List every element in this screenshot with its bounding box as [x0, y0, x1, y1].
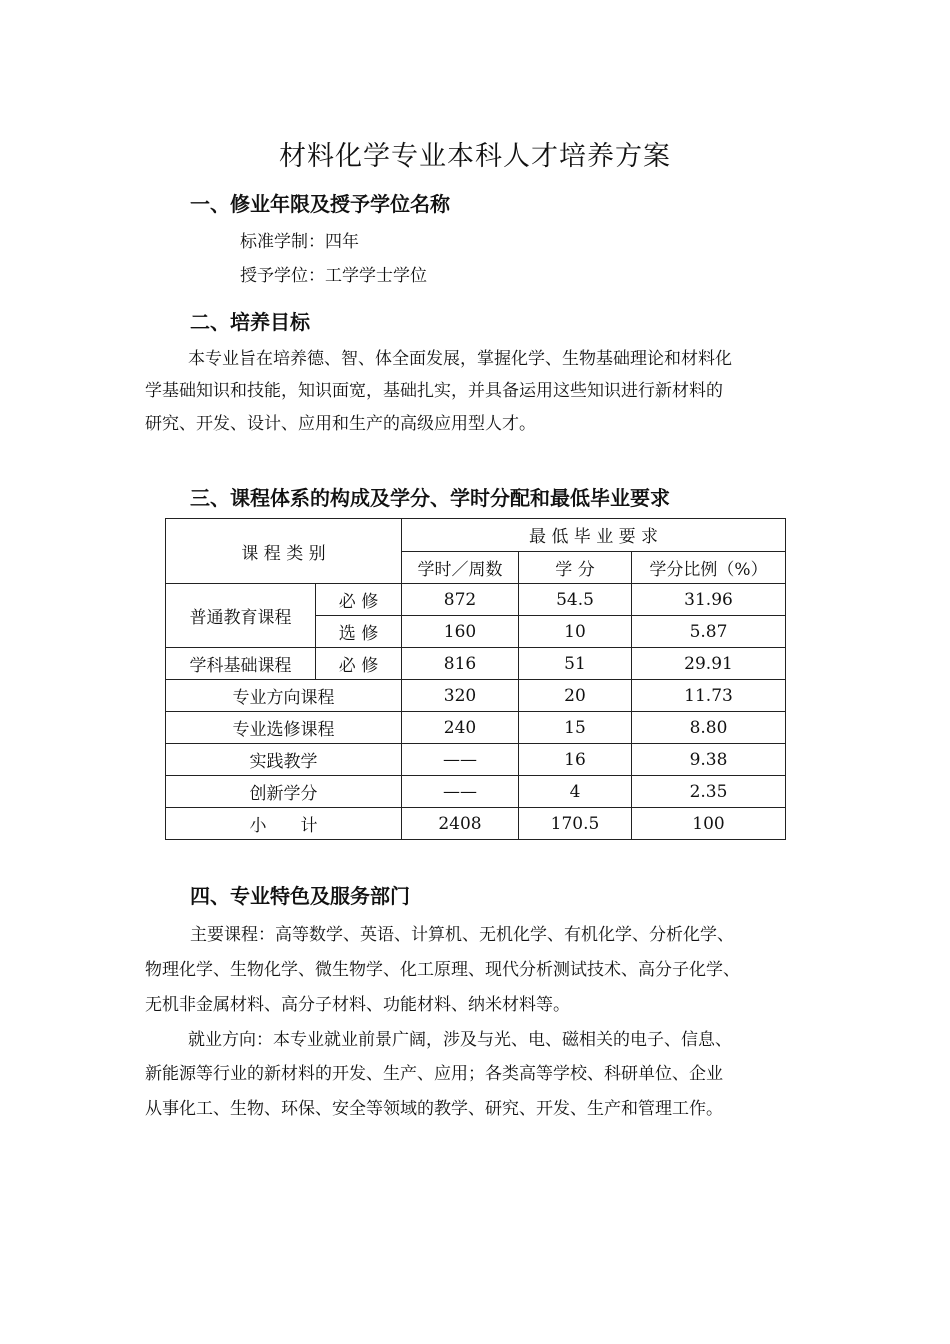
objective-line-3: 研究、开发、设计、应用和生产的高级应用型人才。 — [145, 414, 536, 434]
section-4-heading: 四、专业特色及服务部门 — [190, 884, 410, 908]
courses-line-1: 主要课程：高等数学、英语、计算机、无机化学、有机化学、分析化学、 — [190, 925, 734, 945]
row-hours: 320 — [402, 680, 519, 712]
table-row-total — [166, 808, 786, 840]
row-hours: —— — [402, 744, 519, 776]
row-group: 普通教育课程 — [166, 584, 316, 648]
row-ratio: 8.80 — [632, 712, 786, 744]
table-row — [166, 648, 786, 680]
row-hours: 2408 — [402, 808, 519, 840]
row-ratio: 29.91 — [632, 648, 786, 680]
row-hours: 240 — [402, 712, 519, 744]
row-hours: 816 — [402, 648, 519, 680]
table-row — [166, 712, 786, 744]
row-credits: 54.5 — [519, 584, 632, 616]
courses-line-3: 无机非金属材料、高分子材料、功能材料、纳米材料等。 — [145, 995, 570, 1015]
table-row — [166, 680, 786, 712]
row-type: 必 修 — [316, 648, 402, 680]
career-line-3: 从事化工、生物、环保、安全等领域的教学、研究、开发、生产和管理工作。 — [145, 1099, 723, 1119]
row-credits: 16 — [519, 744, 632, 776]
row-group: 创新学分 — [166, 776, 402, 808]
col-credits-header: 学 分 — [519, 551, 632, 584]
row-type: 必 修 — [316, 584, 402, 616]
row-hours: 872 — [402, 584, 519, 616]
table-header-row-1 — [166, 519, 786, 552]
courses-line-2: 物理化学、生物化学、微生物学、化工原理、现代分析测试技术、高分子化学、 — [145, 960, 740, 980]
section-2-heading: 二、培养目标 — [190, 310, 310, 334]
objective-line-2: 学基础知识和技能，知识面宽，基础扎实，并具备运用这些知识进行新材料的 — [145, 381, 723, 401]
row-ratio: 11.73 — [632, 680, 786, 712]
category-header: 课 程 类 别 — [166, 519, 402, 584]
row-hours: —— — [402, 776, 519, 808]
section-3-heading: 三、课程体系的构成及学分、学时分配和最低毕业要求 — [190, 486, 670, 510]
row-group: 学科基础课程 — [166, 648, 316, 680]
row-group: 专业方向课程 — [166, 680, 402, 712]
section-1-heading: 一、修业年限及授予学位名称 — [190, 192, 450, 216]
col-ratio-header: 学分比例（%） — [632, 551, 786, 584]
graduation-requirements-table — [165, 518, 786, 840]
row-ratio: 100 — [632, 808, 786, 840]
row-hours: 160 — [402, 616, 519, 648]
row-credits: 4 — [519, 776, 632, 808]
table-row — [166, 584, 786, 616]
objective-line-1: 本专业旨在培养德、智、体全面发展，掌握化学、生物基础理论和材料化 — [188, 349, 732, 369]
row-group: 小 计 — [166, 808, 402, 840]
row-credits: 170.5 — [519, 808, 632, 840]
row-type: 选 修 — [316, 616, 402, 648]
row-ratio: 31.96 — [632, 584, 786, 616]
row-ratio: 9.38 — [632, 744, 786, 776]
row-credits: 15 — [519, 712, 632, 744]
page-title: 材料化学专业本科人才培养方案 — [279, 141, 671, 172]
row-group: 专业选修课程 — [166, 712, 402, 744]
row-group: 实践教学 — [166, 744, 402, 776]
row-ratio: 5.87 — [632, 616, 786, 648]
col-hours-header: 学时／周数 — [402, 551, 519, 584]
degree-text: 授予学位：工学学士学位 — [240, 266, 427, 286]
career-line-1: 就业方向：本专业就业前景广阔，涉及与光、电、磁相关的电子、信息、 — [188, 1030, 732, 1050]
table-row — [166, 744, 786, 776]
requirement-header: 最 低 毕 业 要 求 — [402, 519, 786, 552]
row-credits: 51 — [519, 648, 632, 680]
row-credits: 20 — [519, 680, 632, 712]
duration-text: 标准学制：四年 — [240, 232, 359, 252]
row-ratio: 2.35 — [632, 776, 786, 808]
table-row — [166, 776, 786, 808]
career-line-2: 新能源等行业的新材料的开发、生产、应用；各类高等学校、科研单位、企业 — [145, 1064, 723, 1084]
row-credits: 10 — [519, 616, 632, 648]
